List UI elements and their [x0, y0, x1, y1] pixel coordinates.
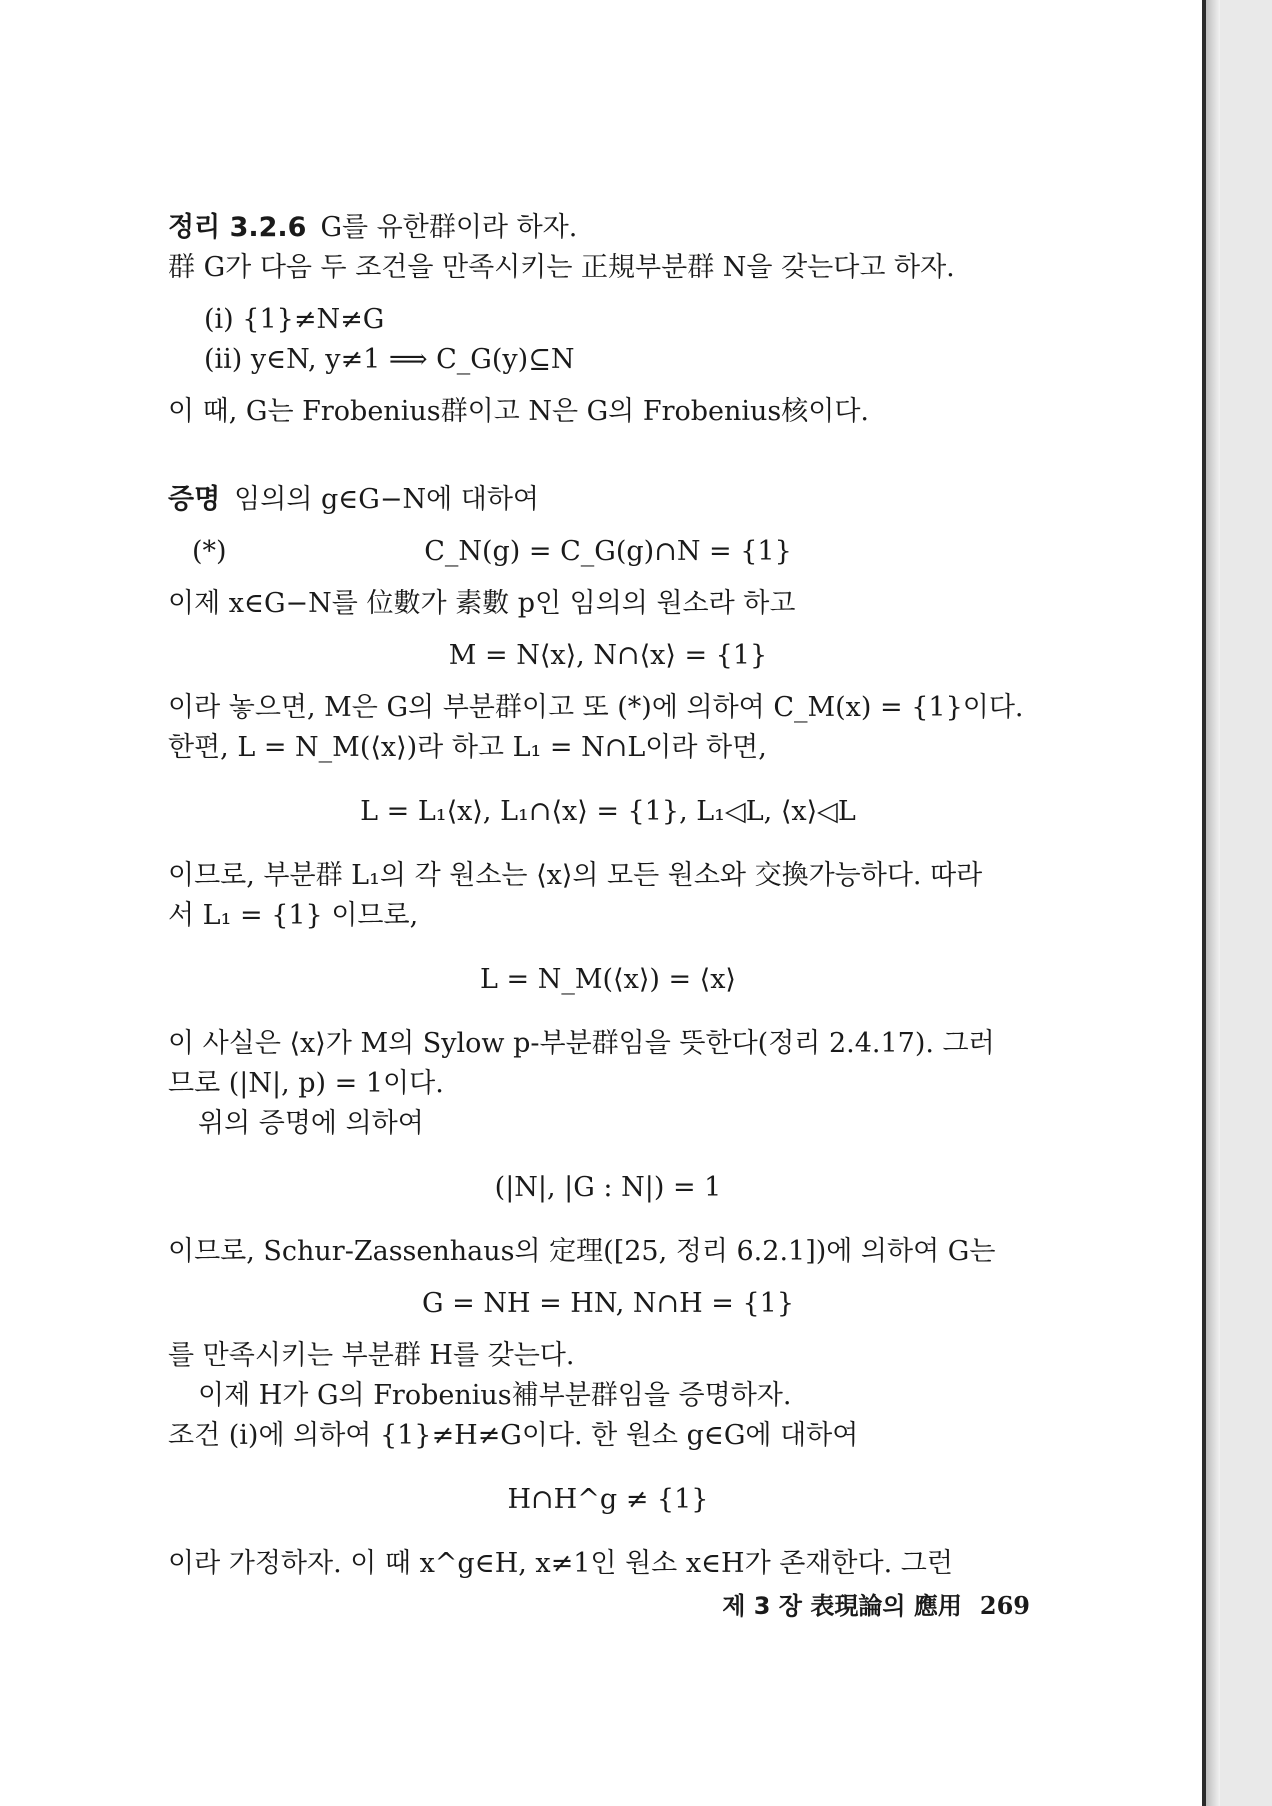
theorem-conclusion: 이 때, G는 Frobenius群이고 N은 G의 Frobenius核이다.	[168, 396, 870, 427]
theorem-line-2: 群 G가 다음 두 조건을 만족시키는 正規부분群 N을 갖는다고 하자.	[168, 252, 955, 283]
condition-1: (i) {1}≠N≠G	[204, 304, 385, 335]
equation-star: C_N(g) = C_G(g)∩N = {1}	[424, 536, 792, 567]
equation-star-label: (*)	[192, 536, 227, 567]
proof-intro: 임의의 g∈G−N에 대하여	[234, 484, 539, 515]
theorem-heading-line	[168, 208, 1048, 248]
theorem-line-1: G를 유한群이라 하자.	[320, 212, 578, 243]
proof-paragraph-9: 조건 (i)에 의하여 {1}≠H≠G이다. 한 원소 g∈G에 대하여	[168, 1420, 859, 1451]
equation-4: L = N_M(⟨x⟩) = ⟨x⟩	[480, 964, 736, 995]
running-chapter-title: 제 3 장 表現論의 應用	[722, 1592, 962, 1620]
proof-paragraph-2a: 이라 놓으면, M은 G의 부분群이고 또 (*)에 의하여 C_M(x) = {1}이다.	[168, 692, 1024, 723]
equation-7: H∩H^g ≠ {1}	[507, 1484, 709, 1515]
proof-paragraph-6: 이므로, Schur-Zassenhaus의 定理([25, 정리 6.2.1])에 의하여 G는	[168, 1236, 996, 1267]
equation-5: (|N|, |G : N|) = 1	[494, 1172, 722, 1203]
proof-paragraph-7: 를 만족시키는 부분群 H를 갖는다.	[168, 1340, 575, 1371]
proof-paragraph-3b: 서 L₁ = {1} 이므로,	[168, 900, 419, 931]
proof-paragraph-8: 이제 H가 G의 Frobenius補부분群임을 증명하자.	[198, 1380, 792, 1411]
proof-paragraph-2b: 한편, L = N_M(⟨x⟩)라 하고 L₁ = N∩L이라 하면,	[168, 732, 767, 763]
condition-2: (ii) y∈N, y≠1 ⟹ C_G(y)⊆N	[204, 344, 575, 375]
theorem-label: 정리 3.2.6	[168, 212, 307, 243]
equation-star-row	[168, 532, 1048, 572]
equation-6: G = NH = HN, N∩H = {1}	[421, 1288, 795, 1319]
page-number: 269	[979, 1591, 1030, 1620]
proof-paragraph-3a: 이므로, 부분群 L₁의 각 원소는 ⟨x⟩의 모든 원소와 交換가능하다. 따라	[168, 860, 983, 891]
page-content	[168, 208, 1048, 1584]
proof-intro-line	[168, 480, 1048, 520]
equation-3: L = L₁⟨x⟩, L₁∩⟨x⟩ = {1}, L₁◁L, ⟨x⟩◁L	[360, 796, 856, 827]
proof-paragraph-10: 이라 가정하자. 이 때 x^g∈H, x≠1인 원소 x∈H가 존재한다. 그런	[168, 1548, 953, 1579]
proof-paragraph-5: 위의 증명에 의하여	[198, 1108, 424, 1139]
equation-2: M = N⟨x⟩, N∩⟨x⟩ = {1}	[448, 640, 768, 671]
page-edge-shadow	[1206, 0, 1220, 1806]
proof-paragraph-1: 이제 x∈G−N를 位數가 素數 p인 임의의 원소라 하고	[168, 588, 796, 619]
proof-paragraph-4b: 므로 (|N|, p) = 1이다.	[168, 1068, 444, 1099]
proof-paragraph-4a: 이 사실은 ⟨x⟩가 M의 Sylow p-부분群임을 뜻한다(정리 2.4.17). 그러	[168, 1028, 995, 1059]
proof-label: 증명	[168, 484, 221, 515]
page-footer	[600, 1590, 1030, 1622]
